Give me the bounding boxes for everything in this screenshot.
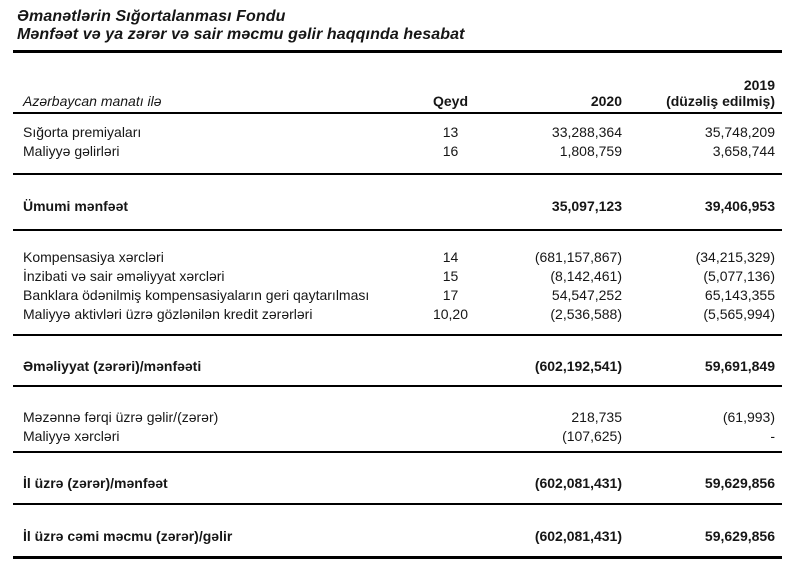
row-note-ref: [408, 504, 493, 558]
row-value-2019: (5,077,136): [703, 268, 775, 284]
row-value-2020: (602,081,431): [534, 475, 622, 491]
row-value-2019: 59,691,849: [704, 358, 775, 374]
row-value-2019: 59,629,856: [704, 528, 775, 544]
row-value-2020: 218,735: [571, 409, 622, 425]
total-row: [13, 452, 782, 504]
row-value-2020: (8,142,461): [550, 268, 622, 284]
row-note-ref: 10,20: [432, 306, 469, 322]
row-label: İnzibati və sair əməliyyat xərcləri: [23, 268, 225, 284]
document-title: Əmanətlərin Sığortalanması Fondu: [17, 8, 286, 25]
row-label: Məzənnə fərqi üzrə gəlir/(zərər): [23, 409, 219, 425]
row-value-2020: 35,097,123: [551, 198, 622, 214]
row-value-2020: (602,192,541): [534, 358, 622, 374]
row-label: Banklara ödənilmiş kompensasiyaların geri qaytarılması: [23, 287, 370, 303]
row-value-2019: (61,993): [722, 409, 775, 425]
row-label: Əməliyyat (zərəri)/mənfəəti: [23, 358, 202, 374]
row-note-ref: 13: [442, 124, 459, 140]
section-total-comprehensive: [13, 504, 782, 558]
table-row: [13, 386, 782, 427]
total-row: [13, 174, 782, 230]
row-note-ref: 15: [442, 268, 459, 284]
row-label: Kompensasiya xərcləri: [23, 249, 164, 265]
row-value-2019: 65,143,355: [704, 287, 775, 303]
section-operating-items: [13, 230, 782, 335]
row-value-2020: (107,625): [562, 428, 622, 444]
row-note-ref: 14: [442, 249, 459, 265]
row-note-ref: [408, 452, 493, 504]
table-row: [13, 142, 782, 174]
table-row: [13, 113, 782, 142]
row-note-ref: [408, 335, 493, 386]
row-value-2020: (681,157,867): [534, 249, 622, 265]
section-operating-result: [13, 335, 782, 386]
row-value-2019: 59,629,856: [704, 475, 775, 491]
row-label: İl üzrə cəmi məcmu (zərər)/gəlir: [23, 528, 233, 544]
row-value-2020: 33,288,364: [551, 124, 622, 140]
currency-note-label: Azərbaycan manatı ilə: [13, 53, 408, 113]
section-finance-items: [13, 386, 782, 452]
section-year-result: [13, 452, 782, 504]
table-row: [13, 427, 782, 452]
row-value-2020: 1,808,759: [559, 143, 622, 159]
total-row: [13, 504, 782, 558]
row-label: Sığorta premiyaları: [23, 124, 142, 140]
row-label: Ümumi mənfəət: [23, 198, 129, 214]
row-value-2019: (34,215,329): [695, 249, 775, 265]
total-row: [13, 335, 782, 386]
table-row: [13, 305, 782, 335]
row-value-2020: (2,536,588): [550, 306, 622, 322]
row-value-2019: (5,565,994): [703, 306, 775, 322]
column-header-note: Qeyd: [408, 53, 493, 113]
document-subtitle: Mənfəət və ya zərər və sair məcmu gəlir haqqında hesabat: [17, 26, 465, 43]
column-header-2020: 2020: [493, 53, 622, 113]
row-label: İl üzrə (zərər)/mənfəət: [23, 475, 168, 491]
section-gross-profit: [13, 174, 782, 230]
column-header-2019-note: (düzəliş edilmiş): [666, 93, 775, 109]
row-label: Maliyyə xərcləri: [23, 428, 120, 444]
table-row: [13, 230, 782, 267]
row-value-2019: 39,406,953: [704, 198, 775, 214]
row-note-ref: [408, 427, 493, 452]
row-note-ref: 17: [442, 287, 459, 303]
row-label: Maliyyə aktivləri üzrə gözlənilən kredit zərərləri: [23, 306, 313, 322]
row-value-2020: 54,547,252: [551, 287, 622, 303]
row-value-2019: -: [770, 428, 775, 444]
table-row: [13, 267, 782, 286]
column-header-2019-year: 2019: [743, 77, 775, 93]
table-row: [13, 286, 782, 305]
row-note-ref: 16: [442, 143, 459, 159]
section-revenues: [13, 113, 782, 174]
row-value-2020: (602,081,431): [534, 528, 622, 544]
row-label: Maliyyə gəlirləri: [23, 143, 120, 159]
column-header-2019: [622, 53, 782, 113]
header-row: [13, 53, 782, 113]
income-statement-table: [13, 53, 782, 559]
table-header: [13, 53, 782, 113]
row-value-2019: 3,658,744: [712, 143, 775, 159]
row-note-ref: [408, 174, 493, 230]
document-header: [13, 8, 782, 44]
row-value-2019: 35,748,209: [704, 124, 775, 140]
row-note-ref: [408, 386, 493, 427]
